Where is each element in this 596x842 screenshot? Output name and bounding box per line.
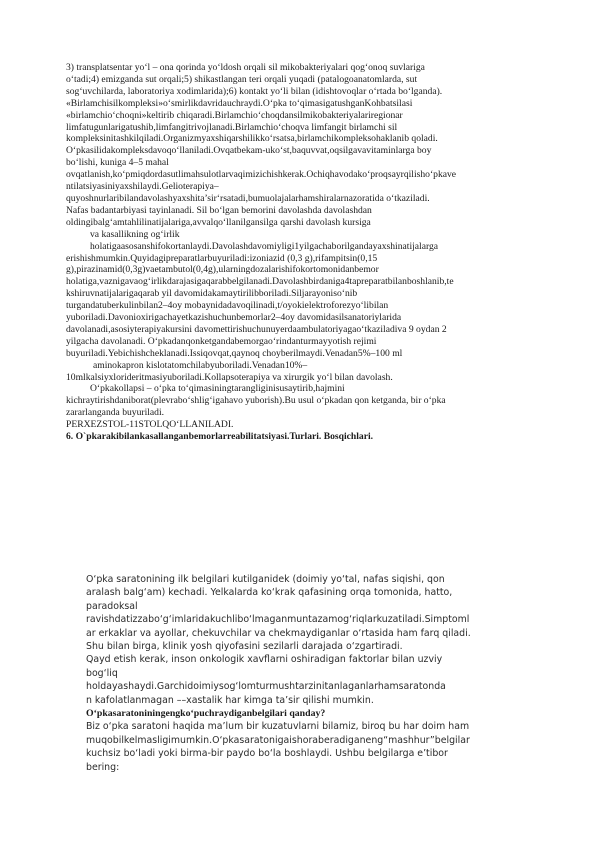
text-line: yilgacha davolanadi. O‘pkadanqonketgandabemorgao‘rindanturmayyotish rejimi [66,335,377,347]
text-line: ovqatlanish,ko‘pmiqdordasutlimahsulotlarvaqimizichishkerak.Ochiqhavodako‘proqsayrqilisho‘pkave [66,169,457,181]
text-line: Nafas badantarbiyasi tayinlanadi. Sil bo‘lgan bemorini davolashda davolashdan [66,204,372,216]
sans-text-block [86,573,546,774]
section-heading: 6. O`pkarakibilankasallanganbemorlarreabilitatsiyasi.Turlari. Bosqichlari. [66,431,374,443]
text-line: kuchsiz bo‘ladi yoki birma-bir paydo bo‘la boshlaydi. Ushbu belgilarga e’tibor [86,748,448,760]
text-line: kichraytirishdaniborat(plevrabo‘shlig‘igahavo yuborish).Bu usul o‘pkadan qon ketganda, bir o‘pka [66,395,446,407]
text-line: quyoshnurlaribilandavolashyaxshita’sir‘rsatadi,bumuolajalarhamshiralarnazoratida o‘tkaziladi. [66,192,430,204]
text-line: holatigaasosanshifokortanlaydi.Davolashdavomiyligi1yilgachaborilgandayaxshinatijalarga [90,240,439,252]
text-line: zararlanganda buyuriladi. [66,407,165,419]
text-line: sog‘uvchilarda, laboratoriya xodimlarida);6) kontakt yo‘li bilan (idishtovoqlar o‘rtada bo‘lganda). [66,85,443,97]
text-line: O‘pkakollapsi – o‘pka to‘qimasiningtarangliginisusaytirib,hajmini [90,383,345,395]
text-line: holatiga,vaznigavaog‘irlikdarajasigaqarabbelgilanadi.Davolashbirdaniga4tapreparatbilanboshlanib,te [66,276,454,288]
text-line: PERXEZSTOL-11STOLQO‘LLANILADI. [66,419,234,431]
text-line: 10mlkalsiyxlorideritmasiyuboriladi.Kollapsoterapiya va xirurgik yo‘l bilan davolash. [66,371,393,383]
text-line: O‘pka saratonining ilk belgilari kutilganidek (doimiy yo‘tal, nafas siqishi, qon [86,574,445,585]
text-line: «Birlamchisilkompleksi»o‘smirlikdavridauchraydi.O‘pka to‘qimasigatushganKohbatsilasi [66,97,413,109]
text-line: yuboriladi.Davonioxirigachayetkazishuchunbemorlar2–4oy davomidasilsanatoriylarida [66,312,402,324]
text-line: bo‘lishi, kuniga 4–5 mahal [66,157,169,169]
text-line: ravishdatizzabo‘g‘imlaridakuchlibo‘lmaganmuntazamog‘riqlarkuzatiladi.Simptoml [86,614,470,626]
text-line: ar erkaklar va ayollar, chekuvchilar va chekmaydiganlar o‘rtasida ham farq qiladi. [86,627,471,639]
text-line: limfatugunlarigatushib,limfangitrivojlanadi.Birlamchio‘choqva limfangit birlamchi sil [66,121,398,133]
text-line: 3) transplatsentar yo‘l – ona qorinda yo‘ldosh orqali sil mikobakteriyalari qog‘onoq suvlariga [66,62,425,73]
text-line: buyuriladi.Yebichishcheklanadi.Issiqovqat,qaynoq choyberilmaydi.Venadan5%–100 ml [66,347,403,359]
text-line: Biz o‘pka saratoni haqida ma’lum bir kuzatuvlarni bilamiz, biroq bu har doim ham [86,721,470,733]
text-line: Qayd etish kerak, inson onkologik xavflarni oshiradigan faktorlar bilan uzviy [86,654,443,666]
text-line: n kafolatlanmagan ––xastalik har kimga ta’sir qilishi mumkin. [86,694,374,706]
text-line: holdayashaydi.Garchidoimiysog‘lomturmushtarzinitanlaganlarhamsaratonda [86,681,446,693]
text-line: kompleksinitashkilqiladi.Organizmyaxshiqarshilikko‘rsatsa,birlamchikompleksohaklanib qoladi. [66,133,438,145]
text-line: O‘pkasilidakompleksdavoqo‘llaniladi.Ovqatbekam-uko‘st,baquvvat,oqsilgavavitaminlarga boy [66,145,432,157]
text-line: o‘tadi;4) emizganda sut orqali;5) shikastlangan teri orqali yuqadi (patalogoanatomlarda, sut [66,73,418,85]
text-line: g),pirazinamid(0,3g)vaetambutol(0,4g),ularningdozalarishifokortomonidanbemor [66,264,379,276]
text-line: bog‘liq [86,667,118,679]
text-line: ntilatsiyasiniyaxshilaydi.Gelioterapiya– [66,181,219,193]
text-line: va kasallikning og‘irlik [90,228,180,240]
text-line: Shu bilan birga, klinik yosh qiyofasini sezilarli darajada o‘zgartiradi. [86,641,403,653]
serif-text-block [66,62,544,443]
text-line: oldingibalg‘amtahlilinatijalariga,avvalqo‘llanilgansilga qarshi davolash kursiga [66,216,371,228]
text-line: turgandatuberkulinbilan2–4oy mobaynidadavoqilinadi,t/oyokielektroforezyo‘libilan [66,300,389,312]
text-line: «birlamchio‘choqni»keltirib chiqaradi.Birlamchio‘choqdansilmikobakteriyalariregionar [66,109,403,121]
subheading: O‘pkasaratoniningengko‘puchraydiganbelgilari qanday? [86,708,326,720]
text-line: aminokapron kislotatomchilabyuboriladi.Venadan10%– [93,359,308,371]
text-line: davolanadi,asosiyterapiyakursini davomettirishuchunuyerdaambulatoriyagao‘tkaziladiva 9 oydan 2 [66,323,447,335]
text-line: erishishmumkin.Quyidagipreparatlarbuyuriladi:izoniazid (0,3 g),rifampitsin(0,15 [66,252,378,264]
text-line: kshiruvnatijalarigaqarab yil davomidakamaytirilibboriladi.Siljarayoniso‘nib [66,288,358,300]
text-line: paradoksal [86,600,138,612]
text-line: muqobilkelmasligimumkin.O‘pkasaratonigaishoraberadiganeng“mashhur”belgilar [86,734,470,746]
text-line: bering: [86,761,120,773]
text-line: aralash balg‘am) kechadi. Yelkalarda ko‘krak qafasining orqa tomonida, hatto, [86,587,453,599]
